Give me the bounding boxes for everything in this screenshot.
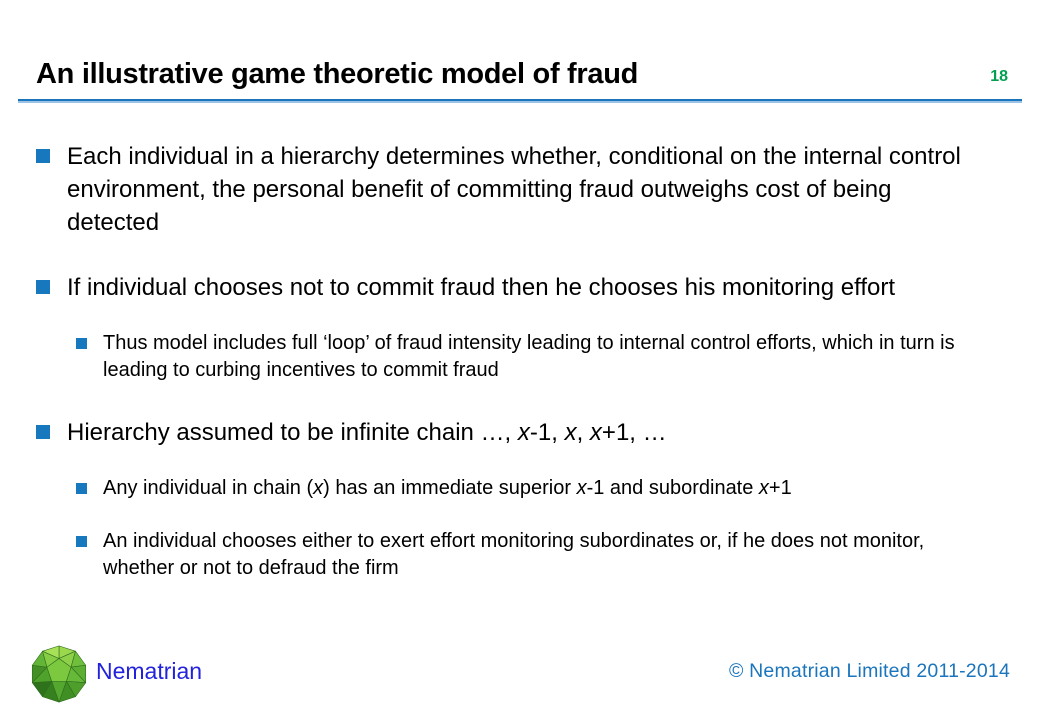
bullet-square-icon — [76, 483, 87, 494]
bullet-item — [36, 416, 996, 449]
bullet-text: An individual chooses either to exert effort monitoring subordinates or, if he does not monitor, whether or not to defraud the firm — [103, 530, 925, 579]
bullet-text: Thus model includes full ‘loop’ of fraud intensity leading to internal control efforts, which in turn is leading to curbing incentives to commit fraud — [103, 332, 955, 381]
bullet-square-icon — [36, 149, 50, 163]
bullet-text: Any individual in chain (x) has an immediate superior x-1 and subordinate x+1 — [103, 477, 792, 499]
copyright-text: © Nematrian Limited 2011-2014 — [728, 660, 1010, 682]
bullet-item — [76, 528, 996, 582]
bullet-square-icon — [76, 536, 87, 547]
bullet-text: Each individual in a hierarchy determines whether, conditional on the internal control environment, the personal benefit of committing fraud outweighs cost of being detected — [67, 143, 961, 236]
bullet-item — [36, 271, 996, 304]
brand-name: Nematrian — [96, 658, 203, 684]
bullet-square-icon — [36, 280, 50, 294]
title-underline-rule — [18, 99, 1022, 103]
bullet-square-icon — [36, 425, 50, 439]
bullet-item — [76, 475, 996, 502]
bullet-square-icon — [76, 338, 87, 349]
slide-page-number: 18 — [990, 68, 1008, 85]
bullet-item — [76, 330, 996, 384]
bullet-list — [36, 128, 996, 582]
page-title: An illustrative game theoretic model of fraud — [36, 58, 639, 90]
bullet-text: If individual chooses not to commit fraud then he chooses his monitoring effort — [67, 274, 896, 301]
bullet-text: Hierarchy assumed to be infinite chain …, x-1, x, x+1, … — [67, 419, 667, 446]
bullet-item — [36, 140, 996, 239]
nematrian-logo-icon — [28, 641, 90, 705]
